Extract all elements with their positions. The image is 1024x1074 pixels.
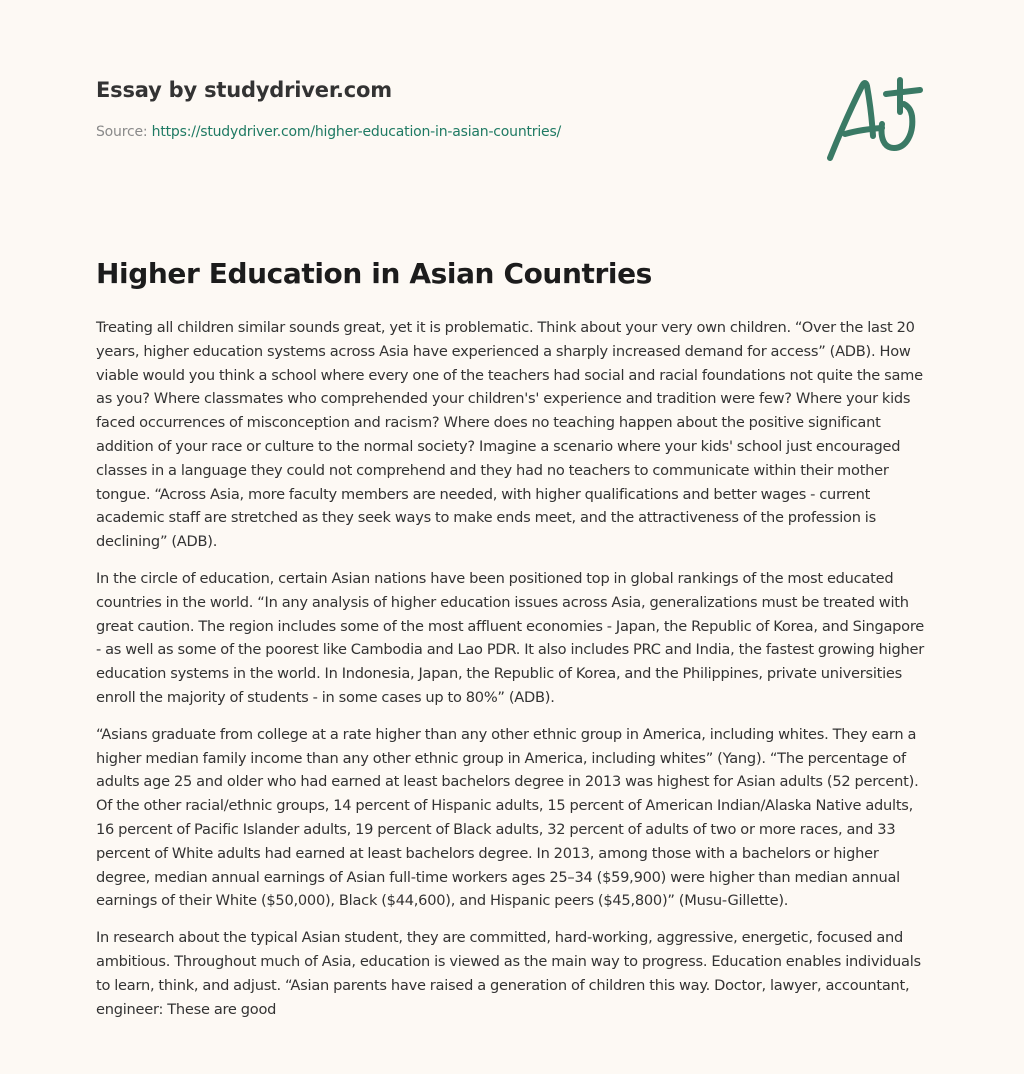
a-plus-grade-icon [822, 68, 930, 168]
essay-paragraph: In research about the typical Asian student, they are committed, hard-working, aggressive, energetic, focused and ambitious. Throughout much of Asia, education is viewed as the main way to progress. Education enables individuals to learn, think, and adjust. “Asian parents have raised a generation of children this way. Doctor, lawyer, accountant, engineer: These are good [96, 929, 921, 1018]
source-line [96, 122, 928, 142]
page-header [96, 76, 928, 142]
essay-title: Higher Education in Asian Countries [96, 257, 652, 290]
source-link[interactable]: https://studydriver.com/higher-education-in-asian-countries/ [151, 124, 562, 140]
essay-paragraph: Treating all children similar sounds great, yet it is problematic. Think about your very own children. “Over the last 20 years, higher education systems across Asia have experienced a sharply increased demand for access” (ADB). How viable would you think a school where every one of the teachers had social and racial foundations not quite the same as you? Where classmates who comprehended your children's' experience and tradition were few? Where your kids faced occurrences of misconception and racism? Where does no teaching happen about the positive significant addition of your race or culture to the normal society? Imagine a scenario where your kids' school just encouraged classes in a language they could not comprehend and they had no teachers to communicate within their mother tongue. “Across Asia, more faculty members are needed, with higher qualifications and better wages - current academic staff are stretched as they seek ways to make ends meet, and the attractiveness of the profession is declining” (ADB). [96, 319, 923, 551]
brand-title: Essay by studydriver.com [96, 78, 392, 102]
essay-paragraph: “Asians graduate from college at a rate higher than any other ethnic group in America, including whites. They earn a higher median family income than any other ethnic group in America, including whites” (Yang). “The percentage of adults age 25 and older who had earned at least bachelors degree in 2013 was highest for Asian adults (52 percent). Of the other racial/ethnic groups, 14 percent of Hispanic adults, 15 percent of American Indian/Alaska Native adults, 16 percent of Pacific Islander adults, 19 percent of Black adults, 32 percent of adults of two or more races, and 33 percent of White adults had earned at least bachelors degree. In 2013, among those with a bachelors or higher degree, median annual earnings of Asian full-time workers ages 25–34 ($59,900) were higher than median annual earnings of their White ($50,000), Black ($44,600), and Hispanic peers ($45,800)” (Musu-Gillette). [96, 725, 919, 910]
essay-paragraph: In the circle of education, certain Asian nations have been positioned top in global rankings of the most educated countries in the world. “In any analysis of higher education issues across Asia, generalizations must be treated with great caution. The region includes some of the most affluent economies - Japan, the Republic of Korea, and Singapore - as well as some of the poorest like Cambodia and Lao PDR. It also includes PRC and India, the fastest growing higher education systems in the world. In Indonesia, Japan, the Republic of Korea, and the Philippines, private universities enroll the majority of students - in some cases up to 80%” (ADB). [96, 569, 925, 706]
source-label: Source: [96, 124, 148, 140]
essay-body [96, 316, 932, 1034]
